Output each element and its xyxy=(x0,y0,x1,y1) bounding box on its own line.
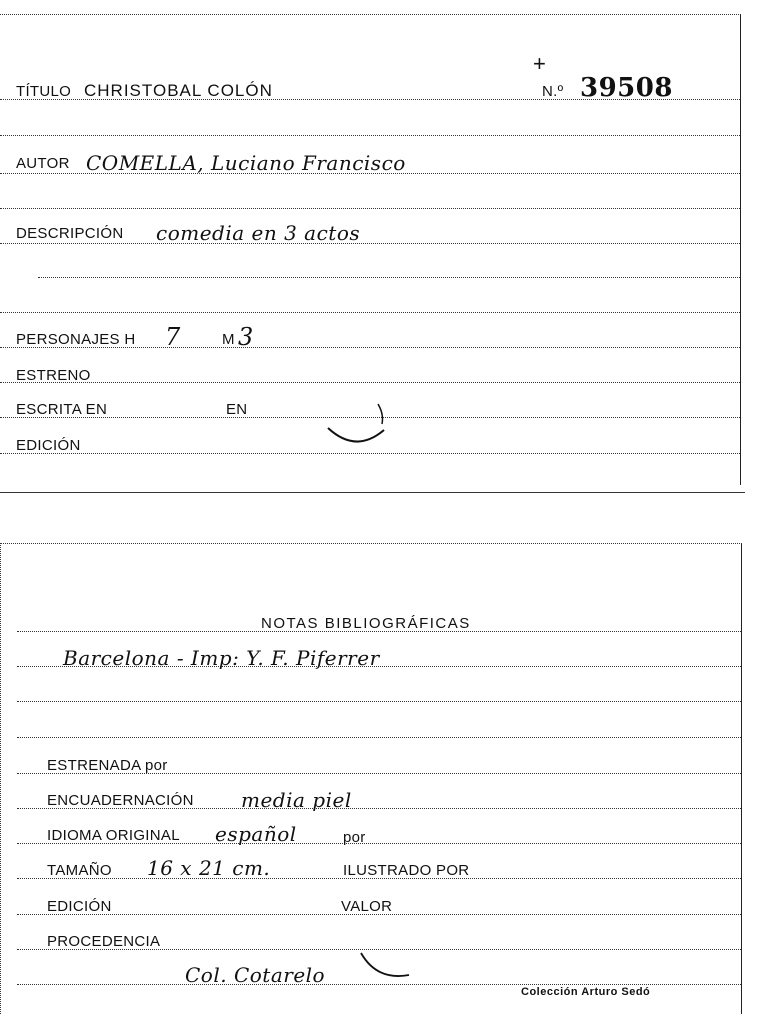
encuadernacion-value: media piel xyxy=(241,788,352,812)
edicion-label: EDICIÓN xyxy=(16,437,81,454)
idioma-label: IDIOMA ORIGINAL xyxy=(47,827,180,844)
ilustrado-label: ILUSTRADO POR xyxy=(343,862,470,879)
idioma-por-label: por xyxy=(343,829,366,846)
personajes-h-value: 7 xyxy=(165,323,181,351)
numero-label: N.º xyxy=(542,83,564,100)
rule-line xyxy=(0,243,740,244)
personajes-label: PERSONAJES H xyxy=(16,331,136,348)
tamano-value: 16 x 21 cm. xyxy=(147,856,271,880)
catalog-card-back xyxy=(0,543,742,1014)
numero-value: 39508 xyxy=(580,73,673,103)
rule-line xyxy=(0,453,740,454)
catalog-card-front xyxy=(0,14,741,485)
rule-line xyxy=(0,382,740,383)
titulo-label: TÍTULO xyxy=(16,83,72,100)
procedencia-label: PROCEDENCIA xyxy=(47,933,161,950)
estrenada-label: ESTRENADA por xyxy=(47,757,168,774)
notas-heading: NOTAS BIBLIOGRÁFICAS xyxy=(261,615,471,632)
rule-line xyxy=(0,208,740,209)
autor-value: COMELLA, Luciano Francisco xyxy=(86,151,406,175)
card-front-edge xyxy=(0,492,745,493)
rule-line xyxy=(17,701,741,702)
idioma-value: español xyxy=(215,822,297,846)
estreno-label: ESTRENO xyxy=(16,367,91,384)
procedencia-value: Col. Cotarelo xyxy=(185,963,326,987)
hole-punch-mark xyxy=(357,949,417,983)
rule-line xyxy=(0,135,740,136)
escrita-label: ESCRITA EN xyxy=(16,401,108,418)
tamano-label: TAMAÑO xyxy=(47,862,112,879)
autor-label: AUTOR xyxy=(16,155,70,172)
descripcion-value: comedia en 3 actos xyxy=(156,221,361,245)
collection-footer: Colección Arturo Sedó xyxy=(521,986,651,998)
en-label: EN xyxy=(226,401,248,418)
titulo-value: CHRISTOBAL COLÓN xyxy=(84,81,273,100)
descripcion-label: DESCRIPCIÓN xyxy=(16,225,124,242)
valor-label: VALOR xyxy=(341,898,393,915)
personajes-m-label: M xyxy=(222,331,235,348)
encuadernacion-label: ENCUADERNACIÓN xyxy=(47,792,194,809)
cross-mark: + xyxy=(533,51,547,76)
rule-line xyxy=(17,737,741,738)
rule-line xyxy=(38,277,740,278)
personajes-m-value: 3 xyxy=(238,323,254,351)
rule-line xyxy=(17,984,741,985)
notas-value: Barcelona - Imp: Y. F. Piferrer xyxy=(63,646,380,670)
hole-punch-mark xyxy=(322,400,392,450)
edicion-label: EDICIÓN xyxy=(47,898,112,915)
rule-line xyxy=(0,312,740,313)
